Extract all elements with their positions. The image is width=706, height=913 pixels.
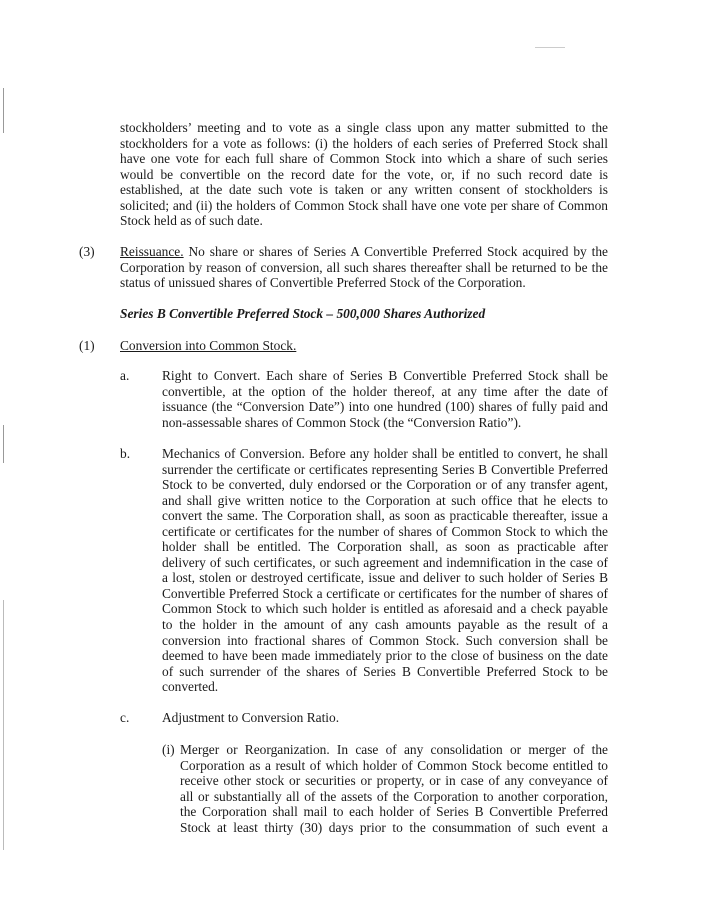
line: Stock to be converted, duly endorsed or the Corporation or of any transfer agent, [162,477,608,493]
section-1-title: Conversion into Common Stock. [120,338,297,353]
line: non-assessable shares of Common Stock (the “Conversion Ratio”). [162,414,522,430]
item-c-i-merger [180,742,608,835]
item-a-letter: a. [120,368,130,383]
scan-mark [3,600,4,850]
line: deemed to have been made immediately prior to the close of business on the date [162,648,608,664]
scan-mark [3,88,4,133]
line: surrender the certificate or certificates representing Series B Convertible Preferred [162,461,608,477]
line: a lost, stolen or destroyed certificate, issue and deliver to such holder of Series B [162,570,608,586]
line: Corporation as a result of which holder of Common Stock become entitled to [180,757,608,773]
line: Convertible Preferred Stock a certificate or certificates for the number of shares of [162,585,608,601]
section-1-number: (1) [79,338,95,353]
scan-mark [3,425,4,463]
line: would be convertible on the record date for the vote, or, if no such record date is [120,166,608,182]
line: issuance (the “Conversion Date”) into one hundred (100) shares of fully paid and [162,399,608,415]
item-b-letter: b. [120,446,131,461]
line: No share or shares of Series A Convertible Preferred Stock acquired by the [183,244,608,259]
line: conversion into fractional shares of Common Stock. Such conversion shall be [162,632,608,648]
line: Mechanics of Conversion. Before any holder shall be entitled to convert, he shall [162,446,608,461]
line: and shall give written notice to the Corporation at such office that he elects to [162,492,608,508]
section-3-number: (3) [79,244,95,259]
item-c-title: Adjustment to Conversion Ratio. [162,710,340,725]
line: established, at the date such vote is taken or any written consent of stockholders is [120,182,608,198]
line: to the holder in the amount of any cash amounts payable as the result of a [162,617,608,633]
item-b-mechanics [162,446,608,695]
line: the Corporation shall mail to each holder of Series B Convertible Preferred [180,804,608,820]
line: all or substantially all of the assets of the Corporation to another corporation, [180,788,608,804]
line: have one vote for each full share of Common Stock into which a share of such series [120,151,608,167]
line: certificate or certificates for the number of shares of Common Stock to which the [162,523,608,539]
scan-mark [535,47,565,48]
line: Right to Convert. Each share of Series B Convertible Preferred Stock shall be [162,368,608,383]
line: solicited; and (ii) the holders of Common Stock shall have one vote per share of Common [120,197,608,213]
line: holder shall be entitled. The Corporation shall, as soon as practicable after [162,539,608,555]
line: Merger or Reorganization. In case of any consolidation or merger of the [180,742,608,757]
section-3-title: Reissuance. [120,244,184,259]
line: stockholders for a vote as follows: (i) the holders of each series of Preferred Stock shall [120,135,608,151]
section-3-reissuance [120,244,608,291]
line: convert the same. The Corporation shall, as soon as practicable thereafter, issue a [162,508,608,524]
item-c-letter: c. [120,710,130,725]
line: convertible, at the option of the holder thereof, at any time after the date of [162,383,608,399]
line: Stock at least thirty (30) days prior to the consummation of such event a [180,819,608,835]
line: converted. [162,679,219,695]
item-a-right-to-convert [162,368,608,430]
line: Corporation by reason of conversion, all such shares thereafter shall be returned to be the [120,259,608,275]
line: stockholders’ meeting and to vote as a single class upon any matter submitted to the [120,120,608,135]
series-b-heading: Series B Convertible Preferred Stock – 500,000 Shares Authorized [120,306,486,321]
line: receive other stock or securities or property, or in case of any conveyance of [180,773,608,789]
line: of such surrender of the shares of Series B Convertible Preferred Stock to be [162,663,608,679]
line: Common Stock to which such holder is entitled as aforesaid and a check payable [162,601,608,617]
item-c-i-marker: (i) [162,742,175,757]
line: status of unissued shares of Convertible Preferred Stock of the Corporation. [120,275,526,291]
line: delivery of such certificates, or such agreement and indemnification in the case of [162,554,608,570]
paragraph-voting [120,120,608,229]
line: Stock held as of such date. [120,213,263,229]
